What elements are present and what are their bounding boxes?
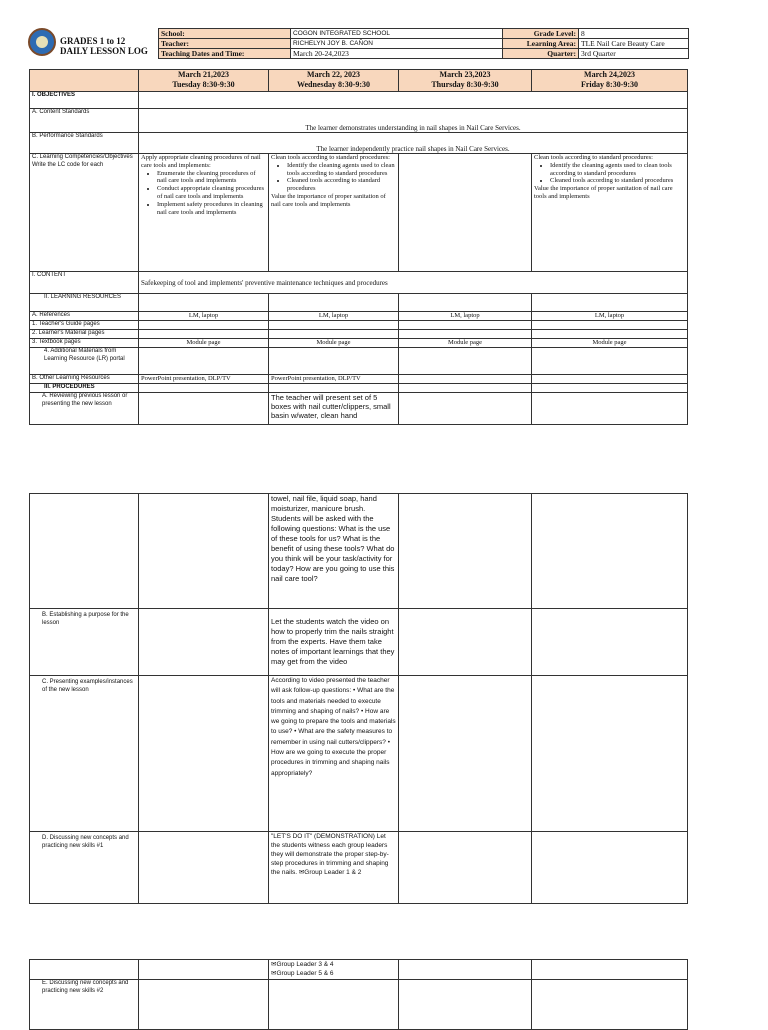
day2-establishing: Let the students watch the video on how to properly trim the nails straight from the experts. Have them take notes of important learnings that they may get from the video xyxy=(269,609,399,676)
day1-discussing1-cont xyxy=(139,960,269,980)
dates-label: Teaching Dates and Time: xyxy=(159,49,291,59)
blank-corner xyxy=(30,70,139,92)
textbook-label: 3. Textbook pages xyxy=(30,339,139,348)
content-standards-label: A. Content Standards xyxy=(30,109,139,133)
content-text: Safekeeping of tool and implements' preventive maintenance techniques and procedures xyxy=(139,272,688,294)
additional-cell xyxy=(399,348,532,375)
day4-discussing2 xyxy=(532,980,688,1030)
objectives-cell xyxy=(139,92,688,109)
day4-references: LM, laptop xyxy=(532,312,688,321)
lm-pages-label: 2. Learner's Material pages xyxy=(30,330,139,339)
tg-cell xyxy=(399,321,532,330)
day1-discussing1 xyxy=(139,832,269,904)
day4-discussing1 xyxy=(532,832,688,904)
day2-reviewing-part2: towel, nail file, liquid soap, hand moisturizer, manicure brush. Students will be asked with the following questions: What is the use of these tools for us? What is the benefit of using these tools? What do you think will be your task/activity for today? How are you going to use this nail care tool? xyxy=(269,494,399,609)
tg-cell xyxy=(532,321,688,330)
tg-cell xyxy=(139,321,269,330)
lm-cell xyxy=(399,330,532,339)
discussing2-label: E. Discussing new concepts and practicing new skills #2 xyxy=(30,980,139,1030)
resources-cell xyxy=(139,294,269,312)
teacher-label: Teacher: xyxy=(159,39,291,49)
day1-other-resources: PowerPoint presentation, DLP/TV xyxy=(139,375,269,384)
grade-label: Grade Level: xyxy=(503,29,579,39)
day3-competencies xyxy=(399,154,532,272)
lm-cell xyxy=(139,330,269,339)
competencies-label: C. Learning Competencies/Objectives Write the LC code for each xyxy=(30,154,139,272)
day2-competency-item: • Cleaned tools according to standard procedures xyxy=(287,177,396,193)
performance-standards-label: B. Performance Standards xyxy=(30,133,139,154)
day4-discussing1-cont xyxy=(532,960,688,980)
additional-cell xyxy=(139,348,269,375)
day1-establishing xyxy=(139,609,269,676)
day3-discussing2 xyxy=(399,980,532,1030)
day4-textbook: Module page xyxy=(532,339,688,348)
day2-competencies xyxy=(269,154,399,272)
day2-competency-outro: Value the importance of proper sanitation of nail care tools and implements xyxy=(271,192,386,208)
dll-title xyxy=(60,36,148,56)
day1-competency-intro: Apply appropriate cleaning procedures of nail care tools and implements: xyxy=(141,154,261,169)
lm-cell xyxy=(269,330,399,339)
group-leader-line: ✉Group Leader 3 & 4 xyxy=(271,961,334,968)
resources-label: II. LEARNING RESOURCES xyxy=(30,294,139,312)
lm-cell xyxy=(532,330,688,339)
day4-header: March 24,2023 Friday 8:30-9:30 xyxy=(532,70,688,92)
day2-discussing1-cont xyxy=(269,960,399,980)
day1-textbook: Module page xyxy=(139,339,269,348)
day1-competency-item: • Enumerate the cleaning procedures of nail care tools and implements xyxy=(157,170,266,186)
school-value: COGON INTEGRATED SCHOOL xyxy=(291,29,503,39)
tg-cell xyxy=(269,321,399,330)
group-leader-line: ✉Group Leader 5 & 6 xyxy=(271,970,334,977)
day2-reviewing-part1: The teacher will present set of 5 boxes with nail cutter/clippers, small basin w/water, clean hand xyxy=(269,393,399,425)
other-resources-label: B. Other Learning Resources xyxy=(30,375,139,384)
deped-seal-logo xyxy=(28,28,56,56)
day4-reviewing xyxy=(532,393,688,425)
quarter-value: 3rd Quarter xyxy=(579,49,689,59)
reviewing-label: A. Reviewing previous lesson or presenting the new lesson xyxy=(30,393,139,425)
other-resources-cell xyxy=(399,375,532,384)
presenting-label: C. Presenting examples/instances of the new lesson xyxy=(30,676,139,832)
resources-cell xyxy=(399,294,532,312)
day3-discussing1 xyxy=(399,832,532,904)
day4-competency-outro: Value the importance of proper sanitation of nail care tools and implements xyxy=(534,185,673,200)
day4-establishing xyxy=(532,609,688,676)
additional-cell xyxy=(269,348,399,375)
day3-reviewing-cont xyxy=(399,494,532,609)
title-line2: DAILY LESSON LOG xyxy=(60,46,148,56)
lesson-log-table-page2 xyxy=(29,493,688,904)
day4-competencies xyxy=(532,154,688,272)
day2-discussing2 xyxy=(269,980,399,1030)
day1-competency-item: • Conduct appropriate cleaning procedures of nail care tools and implements xyxy=(157,185,266,201)
procedures-cell xyxy=(139,384,269,393)
establishing-label: B. Establishing a purpose for the lesson xyxy=(30,609,139,676)
area-label: Learning Area: xyxy=(503,39,579,49)
day2-textbook: Module page xyxy=(269,339,399,348)
title-line1: GRADES 1 to 12 xyxy=(60,36,126,46)
day1-references: LM, laptop xyxy=(139,312,269,321)
day1-presenting xyxy=(139,676,269,832)
day2-discussing1: "LET'S DO IT" (DEMONSTRATION) Let the students witness each group leaders they will demonstrate the proper step-by-step procedures in trimming and shaping the nails. ✉Group Leader 1 & 2 xyxy=(269,832,399,904)
day3-references: LM, laptop xyxy=(399,312,532,321)
lesson-log-table-page1 xyxy=(29,69,688,425)
content-standards-text: The learner demonstrates understanding in nail shapes in Nail Care Services. xyxy=(139,109,688,133)
day4-presenting xyxy=(532,676,688,832)
area-value: TLE Nail Care Beauty Care xyxy=(579,39,689,49)
dates-value: March 20-24,2023 xyxy=(291,49,503,59)
day4-reviewing-cont xyxy=(532,494,688,609)
day1-reviewing xyxy=(139,393,269,425)
procedures-label: III. PROCEDURES xyxy=(30,384,139,393)
day4-competency-item: • Identify the cleaning agents used to clean tools according to standard procedures xyxy=(550,162,685,178)
objectives-label: I. OBJECTIVES xyxy=(30,92,139,109)
day3-establishing xyxy=(399,609,532,676)
school-label: School: xyxy=(159,29,291,39)
procedures-cell xyxy=(532,384,688,393)
discussing1-cont-label xyxy=(30,960,139,980)
day2-competency-item: • Identify the cleaning agents used to clean tools according to standard procedures xyxy=(287,162,396,178)
day1-competencies xyxy=(139,154,269,272)
day3-discussing1-cont xyxy=(399,960,532,980)
resources-cell xyxy=(269,294,399,312)
day1-competency-item: • Implement safety procedures in cleaning nail care tools and implements xyxy=(157,201,266,217)
header-info-table xyxy=(158,28,689,59)
teacher-value: RICHELYN JOY B. CAÑON xyxy=(291,39,503,49)
discussing1-label: D. Discussing new concepts and practicing new skills #1 xyxy=(30,832,139,904)
reviewing-cont-label xyxy=(30,494,139,609)
resources-cell xyxy=(532,294,688,312)
procedures-cell xyxy=(399,384,532,393)
references-label: A. References xyxy=(30,312,139,321)
day2-competency-intro: Clean tools according to standard procedures: xyxy=(271,154,390,161)
additional-materials-label: 4. Additional Materials from Learning Resource (LR) portal xyxy=(30,348,139,375)
additional-cell xyxy=(532,348,688,375)
day1-reviewing-cont xyxy=(139,494,269,609)
day2-references: LM, laptop xyxy=(269,312,399,321)
day2-header: March 22, 2023 Wednesday 8:30-9:30 xyxy=(269,70,399,92)
day3-reviewing xyxy=(399,393,532,425)
tg-pages-label: 1. Teacher's Guide pages xyxy=(30,321,139,330)
lesson-log-table-page3 xyxy=(29,959,688,1030)
day1-header: March 21,2023 Tuesday 8:30-9:30 xyxy=(139,70,269,92)
grade-value: 8 xyxy=(579,29,689,39)
day3-presenting xyxy=(399,676,532,832)
day4-competency-item: • Cleaned tools according to standard procedures xyxy=(550,177,685,185)
performance-standards-text: The learner independently practice nail shapes in Nail Care Services. xyxy=(139,133,688,154)
day2-other-resources: PowerPoint presentation, DLP/TV xyxy=(269,375,399,384)
day2-presenting: According to video presented the teacher will ask follow-up questions: • What are the tools and materials needed to execute trimming and shaping of nails? • How are we going to prepare the tools and materials to use? • What are the safety measures to remember in using nail cutters/clippers? • How are we going to execute the proper procedures in trimming and shaping nails appropriately? xyxy=(269,676,399,832)
day3-textbook: Module page xyxy=(399,339,532,348)
procedures-cell xyxy=(269,384,399,393)
day3-header: March 23,2023 Thursday 8:30-9:30 xyxy=(399,70,532,92)
content-label: I. CONTENT xyxy=(30,272,139,294)
day4-competency-intro: Clean tools according to standard procedures: xyxy=(534,154,653,161)
day1-discussing2 xyxy=(139,980,269,1030)
quarter-label: Quarter: xyxy=(503,49,579,59)
other-resources-cell xyxy=(532,375,688,384)
